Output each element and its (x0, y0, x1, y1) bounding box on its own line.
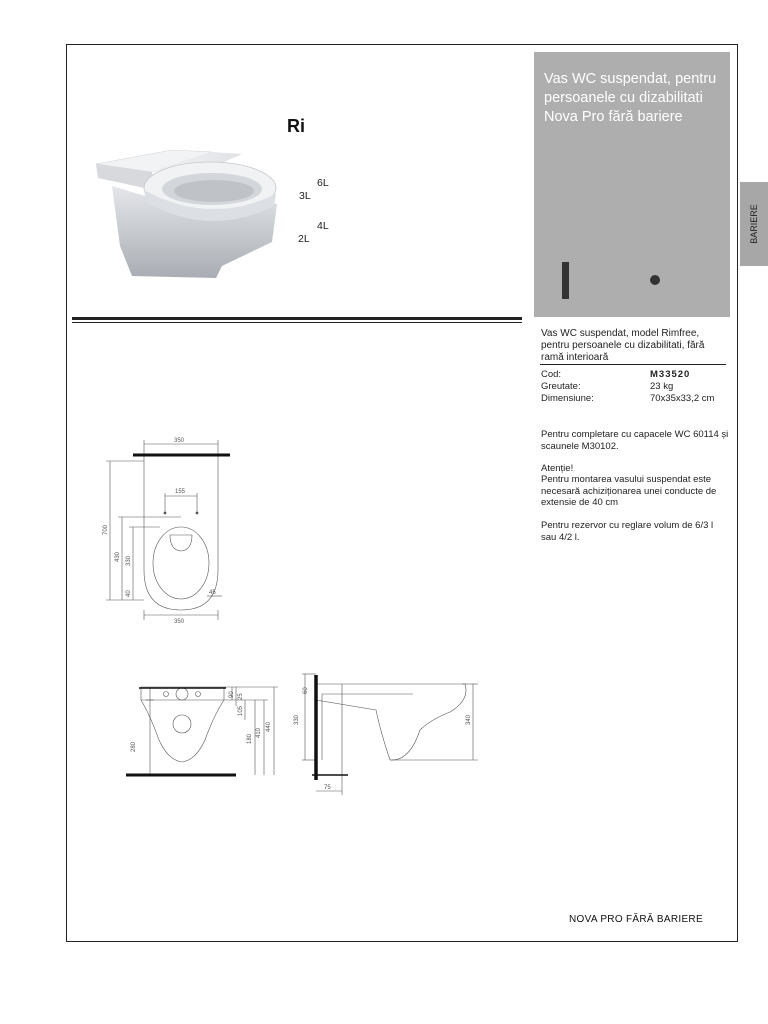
spec-label: Dimensiune: (541, 393, 594, 404)
flush-label: 4L (317, 220, 329, 232)
flush-label: 3L (299, 190, 311, 202)
dim-label: 90 (229, 691, 235, 698)
dim-label: 155 (175, 489, 186, 495)
dim-label: 430 (115, 551, 121, 562)
dim-label: 350 (174, 438, 185, 444)
dim-label: 350 (174, 619, 185, 625)
dim-label: 700 (103, 524, 109, 535)
divider-thick (72, 317, 522, 320)
dim-label: 410 (256, 727, 262, 738)
side-tab-label: BARIERE (749, 204, 759, 244)
divider-thin (72, 322, 522, 323)
product-title: Vas WC suspendat, pentru persoanele cu dizabilitati Nova Pro fără bariere (544, 71, 717, 125)
spec-value: 70x35x33,2 cm (650, 393, 715, 404)
dim-label: 340 (466, 714, 472, 725)
title-panel (534, 52, 730, 317)
dim-label: 105 (238, 705, 244, 716)
dim-label: 440 (266, 721, 272, 732)
note-tank: Pentru rezervor cu reglare volum de 6/3 l sau 4/2 l. (541, 520, 714, 543)
dim-label: 40 (126, 590, 132, 597)
spec-value: M33520 (650, 369, 691, 380)
flush-label: 2L (298, 233, 310, 245)
dim-label: 45 (209, 590, 216, 596)
dot-mark (650, 275, 660, 285)
note-attention-text: Pentru montarea vasului suspendat este necesară achiziționarea unei conducte de extensie de 40 cm (541, 474, 717, 508)
note-attention-title: Atenție! (541, 463, 574, 474)
side-tab[interactable] (740, 182, 768, 266)
flush-label: 6L (317, 177, 329, 189)
bar-mark (562, 262, 569, 299)
dim-label: 60 (303, 687, 309, 694)
product-description: Vas WC suspendat, model Rimfree, pentru persoanele cu dizabilitati, fără ramă interioară (541, 328, 705, 363)
dim-label: 280 (131, 741, 137, 752)
dim-label: 25 (238, 693, 244, 700)
product-photo (92, 146, 282, 280)
spec-label: Cod: (541, 369, 562, 380)
spec-value: 23 kg (650, 381, 674, 392)
note-completion: Pentru completare cu capacele WC 60114 și scaunele M30102. (541, 429, 729, 452)
rimfree-logo: Ri (287, 116, 305, 136)
dim-label: 180 (247, 733, 253, 744)
spec-label: Greutate: (541, 381, 581, 392)
spec-divider (540, 364, 726, 365)
dim-label: 330 (294, 714, 300, 725)
footer-text: NOVA PRO FĂRĂ BARIERE (569, 914, 703, 925)
dim-label: 330 (126, 555, 132, 566)
dim-label: 75 (324, 785, 331, 791)
